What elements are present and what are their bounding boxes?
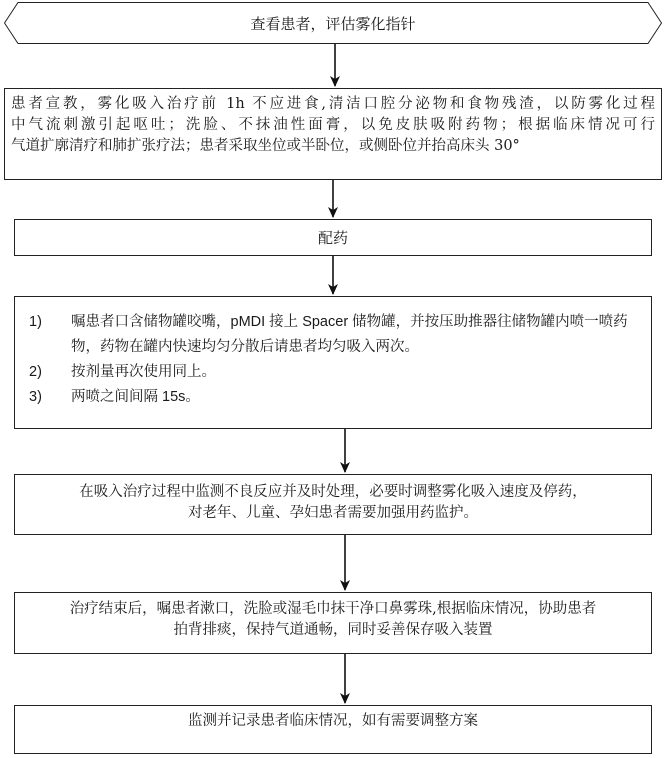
step-number: 3) xyxy=(29,389,42,405)
record-and-adjust-label: 监测并记录患者临床情况，如有需要调整方案 xyxy=(188,713,478,729)
education-line-1: 患者宣教，雾化吸入治疗前 1h 不应进食,清洁口腔分泌物和食物残渣，以防雾化过程 xyxy=(11,96,655,112)
step-text: 按剂量再次使用同上。 xyxy=(71,364,216,380)
step-text: 嘱患者口含储物罐咬嘴，pMDI 接上 Spacer 储物罐，并按压助推器往储物罐内喷一喷药物，药物在罐内快速均匀分散后请患者均匀吸入两次。 xyxy=(71,314,628,355)
dispense-medication-box xyxy=(14,219,652,256)
record-and-adjust-box xyxy=(14,705,652,754)
education-line-3: 气道扩廓清疗和肺扩张疗法；患者采取坐位或半卧位，或侧卧位并抬高床头 30° xyxy=(11,138,520,154)
start-node-label: 查看患者，评估雾化指针 xyxy=(250,14,416,33)
arrow-6-to-7 xyxy=(340,654,350,704)
arrow-1-to-2 xyxy=(330,44,340,87)
post-treatment-line-1: 治疗结束后，嘱患者漱口，洗脸或湿毛巾抹干净口鼻雾珠,根据临床情况，协助患者 xyxy=(69,601,597,617)
step-number: 1) xyxy=(29,314,42,330)
arrow-4-to-5 xyxy=(340,429,350,473)
monitor-line-1: 在吸入治疗过程中监测不良反应并及时处理，必要时调整雾化吸入速度及停药， xyxy=(79,484,587,500)
step-text: 两喷之间间隔 15s。 xyxy=(71,389,200,405)
post-treatment-care-box xyxy=(14,592,652,654)
step-item xyxy=(27,310,639,360)
patient-education-box xyxy=(4,88,662,180)
monitor-line-2: 对老年、儿童、孕妇患者需要加强用药监护。 xyxy=(188,505,478,521)
step-number: 2) xyxy=(29,364,42,380)
step-item xyxy=(27,385,639,410)
monitor-adverse-reactions-box xyxy=(14,474,652,535)
dispense-medication-label: 配药 xyxy=(317,229,348,247)
arrow-2-to-3 xyxy=(328,180,338,218)
inhalation-steps-box xyxy=(14,296,652,429)
arrow-3-to-4 xyxy=(328,256,338,295)
arrow-5-to-6 xyxy=(340,535,350,591)
education-line-2: 中气流刺激引起呕吐；洗脸、不抹油性面膏，以免皮肤吸附药物；根据临床情况可行 xyxy=(11,117,655,133)
step-item xyxy=(27,360,639,385)
post-treatment-line-2: 拍背排痰，保持气道通畅，同时妥善保存吸入装置 xyxy=(173,622,493,638)
